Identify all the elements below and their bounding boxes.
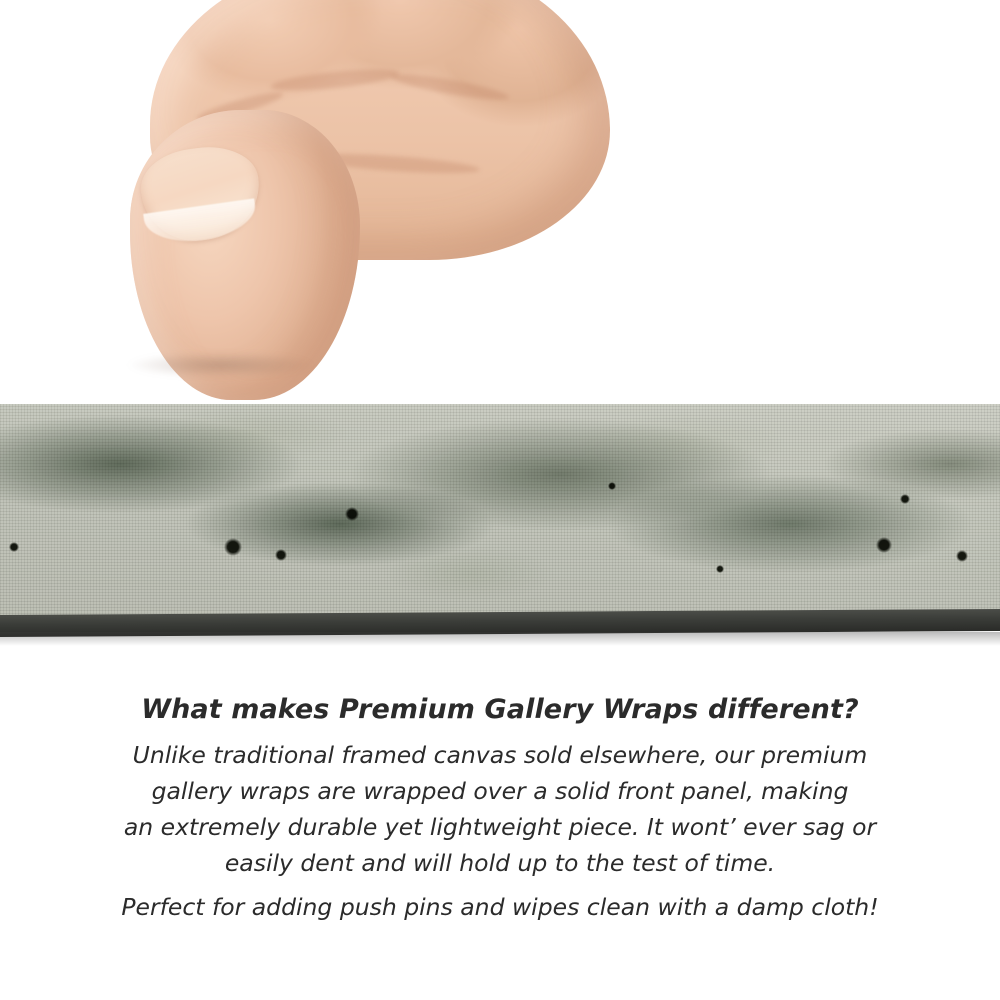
hand-image: [90, 0, 610, 430]
caption-line-4: easily dent and will hold up to the test of time.: [224, 849, 776, 877]
canvas-edge-strip: [0, 404, 1000, 620]
canvas-speckles: [0, 404, 1000, 620]
caption-heading: What makes Premium Gallery Wraps different?: [141, 694, 859, 725]
caption-block: [0, 694, 1000, 925]
thumb-contact-shadow: [126, 352, 316, 378]
canvas-drop-shadow: [0, 632, 1000, 646]
caption-line-1: Unlike traditional framed canvas sold elsewhere, our premium: [132, 741, 868, 769]
caption-line-2: gallery wraps are wrapped over a solid front panel, making: [151, 777, 849, 805]
caption-line-3: an extremely durable yet lightweight piece. It wont’ ever sag or: [123, 813, 877, 841]
caption-closing-line: Perfect for adding push pins and wipes clean with a damp cloth!: [121, 893, 879, 921]
